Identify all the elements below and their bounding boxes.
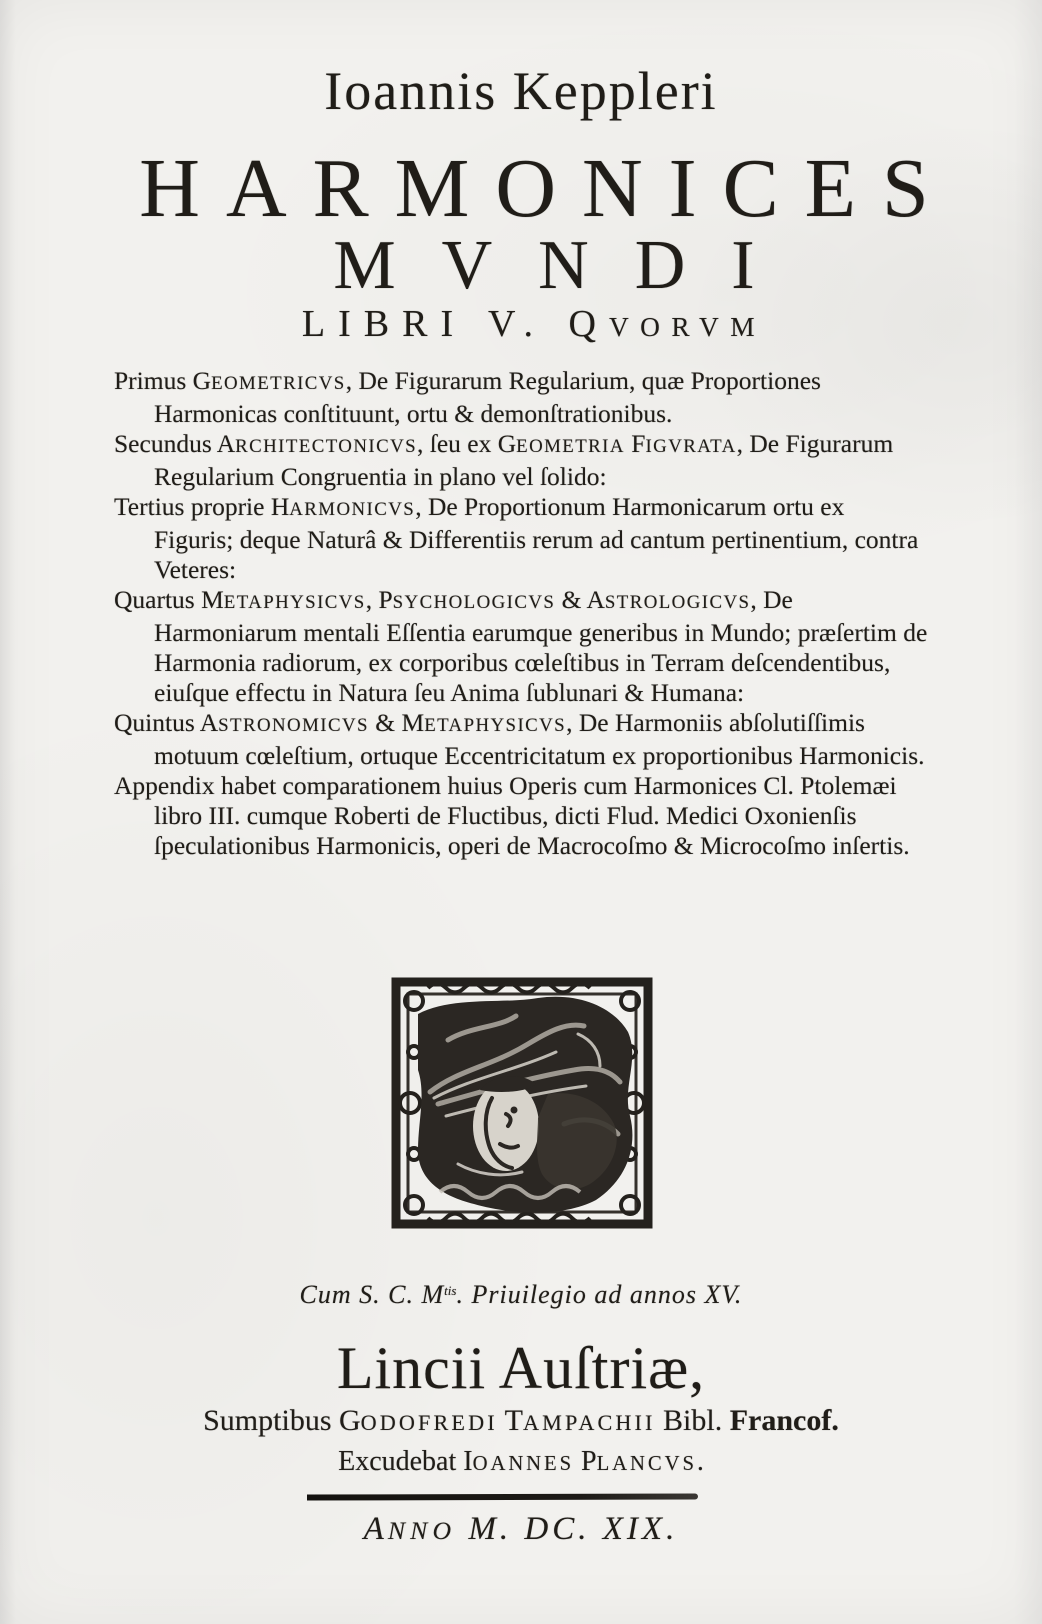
contents-paragraph-appendix (114, 771, 928, 861)
text-run: RCHITECTONICVS (235, 436, 418, 457)
book-title-second: MVNDI (333, 227, 801, 304)
text-run: , De Harmoniarum mentali Eſſentia earumque generibus in Mundo; præſertim de Harmonia radiorum, ex corporibus cœleſtibus in Terram deſcendentibus, eiuſque effectu in Natura ſeu Anima ſublunari & Humana: (154, 585, 928, 707)
text-run: IGVRATA (645, 436, 737, 457)
text-run: Sumptibus G (203, 1404, 361, 1437)
text-run: , P (365, 585, 393, 614)
text-run: , De Proportionum Harmonicarum ortu ex Figuris; deque Naturâ & Differentiis rerum ad cantum pertinentium, contra Veteres: (154, 492, 919, 584)
imprint-printer (4, 1446, 1038, 1478)
text-run: AMPACHII (523, 1410, 656, 1435)
imprint-publisher (4, 1404, 1038, 1438)
horizontal-rule (307, 1493, 698, 1500)
text-run: ODOFREDI (360, 1410, 498, 1435)
text-run: , ſeu ex G (417, 429, 517, 458)
book-subtitle (4, 302, 1042, 346)
text-run: ETAPHYSICVS (424, 715, 567, 736)
text-run: , De Figurarum Regularium, quæ Proportiones Harmonicas conſtituunt, ortu & demonſtrationibus. (154, 366, 821, 428)
contents-paragraph-quartus (114, 585, 928, 708)
text-run: LANCVS (596, 1453, 697, 1475)
woodcut-ornament-icon (388, 974, 656, 1232)
text-run: Appendix habet comparationem huius Operis cum Harmonices Cl. Ptolemæi libro III. cumque Roberti de Fluctibus, dicti Flud. Medici Oxonienſis ſpeculationibus Harmonicis, operi de Macrocoſmo & Microcoſmo inſertis. (114, 771, 910, 860)
privilege-line (4, 1280, 1038, 1310)
text-run: T (497, 1404, 523, 1437)
contents-paragraph-tertius (114, 492, 928, 585)
text-run: . (696, 1446, 704, 1477)
text-run: ARMONICVS (289, 499, 416, 520)
text-run: . Priuilegio ad annos XV. (456, 1280, 743, 1309)
text-run: STROLOGICVS (604, 592, 751, 613)
text-run: Secundus A (114, 429, 236, 458)
text-run: Cum S. C. M (299, 1280, 445, 1309)
text-run: SYCHOLOGICVS (392, 592, 556, 613)
text-run: F (624, 429, 646, 458)
text-run: EOMETRIA (516, 436, 625, 457)
text-run: , De Harmoniis abſolutiſſimis motuum cœleſtium, ortuque Eccentricitatum ex proportionibus Harmonicis. (154, 708, 925, 770)
text-run: Bibl. (655, 1404, 730, 1437)
text-run: M. DC. XIX. (456, 1511, 679, 1547)
text-run: Francof. (729, 1404, 839, 1437)
text-run: OANNES (472, 1453, 575, 1475)
text-run: Quartus M (114, 585, 224, 614)
text-run: NNO (387, 1516, 457, 1545)
text-run: ETAPHYSICVS (223, 592, 366, 613)
text-run: A (363, 1511, 388, 1547)
contents-paragraph-primus (114, 366, 928, 429)
text-run: VORVM (608, 312, 767, 342)
text-run: P (574, 1446, 597, 1477)
text-run: , De Figurarum Regularium Congruentia in plano vel ſolido: (154, 429, 894, 491)
text-run: EOMETRICVS (211, 373, 346, 394)
text-run: & M (368, 708, 425, 737)
contents-paragraph-secundus (114, 429, 928, 492)
text-run: tis (444, 1283, 457, 1299)
text-run: Excudebat I (338, 1446, 473, 1477)
text-run: Quintus A (114, 708, 219, 737)
text-run: Tertius proprie H (114, 492, 290, 521)
book-title-main: HARMONICES (139, 142, 955, 235)
text-run: Primus G (114, 366, 212, 395)
imprint-place: Lincii Auſtriæ, (336, 1335, 706, 1401)
author-line: Ioannis Keppleri (324, 61, 718, 121)
imprint-year (4, 1511, 1038, 1548)
text-run: & A (555, 585, 605, 614)
text-run: LIBRI V. Q (301, 303, 609, 345)
contents-list (114, 366, 928, 861)
text-run: STRONOMICVS (218, 715, 369, 736)
contents-paragraph-quintus (114, 708, 928, 771)
